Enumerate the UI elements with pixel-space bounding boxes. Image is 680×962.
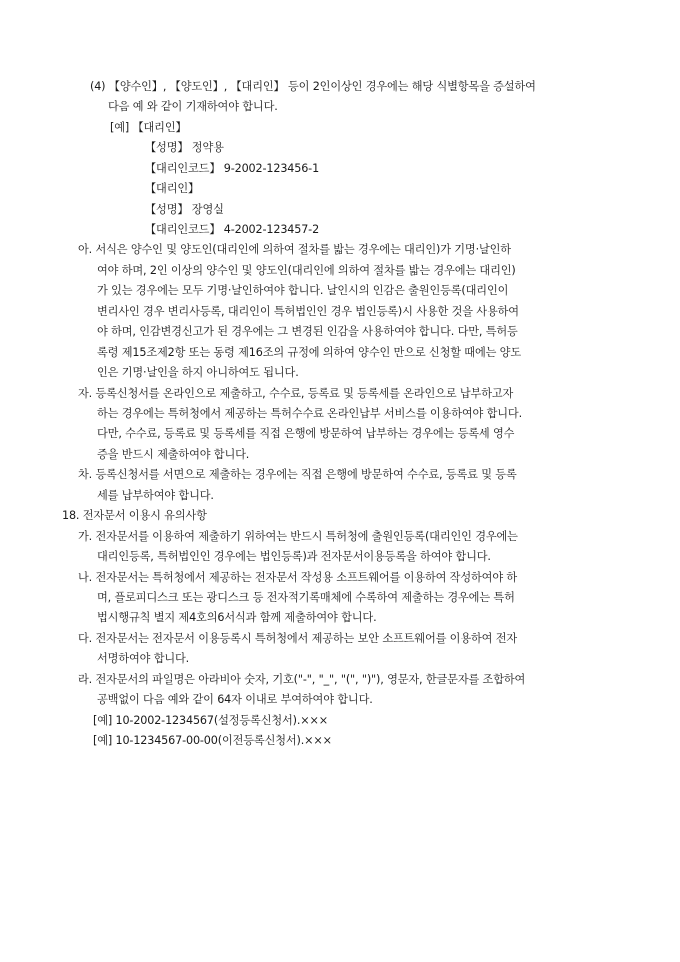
filename-example-2: [예] 10-1234567-00-00(이전등록신청서).×××	[93, 734, 332, 747]
item-cha-line-2: 세를 납부하여야 합니다.	[97, 489, 214, 502]
example-name-1: 【성명】 정약용	[145, 141, 224, 154]
item-ja-line-3: 다만, 수수료, 등록료 및 등록세를 직접 은행에 방문하여 납부하는 경우에는 등록세 영수	[97, 427, 515, 440]
item-4-line-2: 다음 예 와 같이 기재하여야 합니다.	[108, 100, 278, 113]
item-da-line-2: 서명하여야 합니다.	[97, 652, 190, 665]
item-a-line-3: 가 있는 경우에는 모두 기명·날인하여야 합니다. 날인시의 인감은 출원인등록(대리인이	[97, 284, 509, 297]
item-cha-line-1: 차. 등록신청서를 서면으로 제출하는 경우에는 직접 은행에 방문하여 수수료, 등록료 및 등록	[78, 468, 517, 481]
item-ja-line-1: 자. 등록신청서를 온라인으로 제출하고, 수수료, 등록료 및 등록세를 온라인으로 납부하고자	[78, 387, 514, 400]
item-ra-line-2: 공백없이 다음 예와 같이 64자 이내로 부여하여야 합니다.	[97, 693, 373, 706]
item-ra-line-1: 라. 전자문서의 파일명은 아라비아 숫자, 기호("-", "_", "(", ")"), 영문자, 한글문자를 조합하여	[78, 673, 526, 686]
item-ga-line-1: 가. 전자문서를 이용하여 제출하기 위하여는 반드시 특허청에 출원인등록(대리인인 경우에는	[78, 530, 518, 543]
item-na-line-3: 법시행규칙 별지 제4호의6서식과 함께 제출하여야 합니다.	[97, 611, 377, 624]
item-na-line-2: 며, 플로피디스크 또는 광디스크 등 전자적기록매체에 수록하여 제출하는 경우에는 특허	[97, 591, 515, 604]
item-a-line-1: 아. 서식은 양수인 및 양도인(대리인에 의하여 절차를 밟는 경우에는 대리인)가 기명·날인하	[78, 243, 511, 256]
example-agent-code-2: 【대리인코드】 4-2002-123457-2	[145, 223, 320, 236]
filename-example-1: [예] 10-2002-1234567(설정등록신청서).×××	[93, 714, 328, 727]
item-a-line-2: 여야 하며, 2인 이상의 양수인 및 양도인(대리인에 의하여 절차를 밟는 경우에는 대리인)	[97, 264, 516, 277]
section-18-heading: 18. 전자문서 이용시 유의사항	[62, 509, 207, 522]
item-ga-line-2: 대리인등록, 특허법인인 경우에는 법인등록)과 전자문서이용등록을 하여야 합니다.	[97, 550, 491, 563]
item-na-line-1: 나. 전자문서는 특허청에서 제공하는 전자문서 작성용 소프트웨어를 이용하여 작성하여야 하	[78, 571, 518, 584]
item-da-line-1: 다. 전자문서는 전자문서 이용등록시 특허청에서 제공하는 보안 소프트웨어를 이용하여 전자	[78, 632, 518, 645]
example-agent-code-1: 【대리인코드】 9-2002-123456-1	[145, 162, 320, 175]
example-agent-2: 【대리인】	[145, 182, 200, 195]
item-a-line-6: 록령 제15조제2항 또는 동령 제16조의 규정에 의하여 양수인 만으로 신청할 때에는 양도	[97, 346, 521, 359]
item-4-line-1: (4) 【양수인】, 【양도인】, 【대리인】 등이 2인이상인 경우에는 해당 식별항목을 증설하여	[90, 80, 536, 93]
item-a-line-7: 인은 기명·날인을 하지 아니하여도 됩니다.	[97, 366, 299, 379]
item-a-line-4: 변리사인 경우 변리사등록, 대리인이 특허법인인 경우 법인등록)시 사용한 것을 사용하여	[97, 305, 519, 318]
item-ja-line-2: 하는 경우에는 특허청에서 제공하는 특허수수료 온라인납부 서비스를 이용하여야 합니다.	[97, 407, 522, 420]
example-label-agent: [예] 【대리인】	[110, 121, 187, 134]
example-name-2: 【성명】 장영실	[145, 203, 224, 216]
item-ja-line-4: 증을 반드시 제출하여야 합니다.	[97, 448, 250, 461]
item-a-line-5: 야 하며, 인감변경신고가 된 경우에는 그 변경된 인감을 사용하여야 합니다. 다만, 특허등	[97, 325, 518, 338]
